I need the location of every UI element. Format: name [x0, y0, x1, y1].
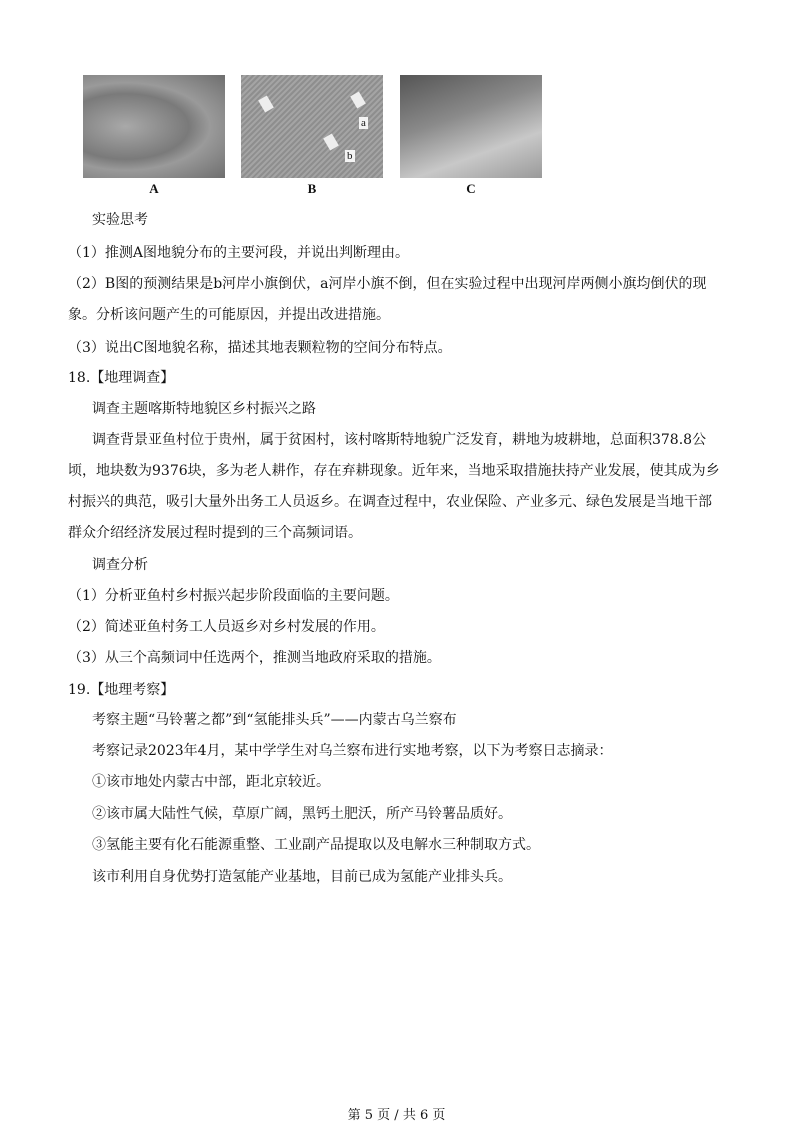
question-item: （3）从三个高频词中任选两个，推测当地政府采取的措施。 [68, 650, 441, 666]
section-heading: 实验思考 [92, 212, 148, 228]
marker-b: b [347, 150, 353, 162]
figure-b-photo [241, 75, 383, 178]
log-note: ③氢能主要有化石能源重整、工业副产品提取以及电解水三种制取方式。 [92, 837, 540, 853]
survey-background: 群众介绍经济发展过程时提到的三个高频词语。 [68, 525, 362, 541]
flag-icon [258, 95, 274, 112]
log-note: ②该市属大陆性气候，草原广阔，黑钙土肥沃，所产马铃薯品质好。 [92, 806, 512, 822]
figure-c-photo [400, 75, 542, 178]
flag-icon [350, 91, 366, 108]
survey-background: 村振兴的典范，吸引大量外出务工人员返乡。在调查过程中，农业保险、产业多元、绿色发展是当地干部 [68, 494, 712, 510]
figure-caption-a: A [149, 181, 159, 196]
survey-background: 调查背景亚鱼村位于贵州，属于贫困村，该村喀斯特地貌广泛发育，耕地为坡耕地，总面积378.8公 [92, 432, 707, 448]
figure-caption-c: C [466, 181, 476, 196]
log-note: 该市利用自身优势打造氢能产业基地，目前已成为氢能产业排头兵。 [92, 869, 512, 885]
flag-icon [323, 133, 339, 150]
marker-a: a [361, 117, 366, 129]
figure-a-photo [83, 75, 225, 178]
question-title: 18.【地理调查】 [68, 370, 175, 386]
page-footer: 第 5 页 / 共 6 页 [347, 1108, 446, 1123]
question-item: 象。分析该问题产生的可能原因，并提出改进措施。 [68, 307, 390, 323]
question-item: （2）B图的预测结果是b河岸小旗倒伏，a河岸小旗不倒，但在实验过程中出现河岸两侧小旗均倒伏的现 [68, 276, 707, 292]
section-heading: 调查分析 [92, 557, 148, 573]
inspection-theme: 考察主题“马铃薯之都”到“氢能排头兵”——内蒙古乌兰察布 [92, 712, 457, 728]
question-item: （1）分析亚鱼村乡村振兴起步阶段面临的主要问题。 [68, 588, 399, 604]
question-title: 19.【地理考察】 [68, 682, 175, 698]
question-item: （2）简述亚鱼村务工人员返乡对乡村发展的作用。 [68, 619, 385, 635]
survey-background: 顷，地块数为9376块，多为老人耕作，存在弃耕现象。近年来，当地采取措施扶持产业发展，使其成为乡 [68, 463, 720, 479]
question-item: （3）说出C图地貌名称，描述其地表颗粒物的空间分布特点。 [68, 340, 452, 356]
log-note: ①该市地处内蒙古中部，距北京较近。 [92, 774, 330, 790]
survey-theme: 调查主题喀斯特地貌区乡村振兴之路 [92, 401, 316, 417]
inspection-record: 考察记录2023年4月，某中学学生对乌兰察布进行实地考察，以下为考察日志摘录： [92, 743, 613, 759]
figure-caption-b: B [307, 181, 317, 196]
question-item: （1）推测A图地貌分布的主要河段，并说出判断理由。 [68, 245, 410, 261]
